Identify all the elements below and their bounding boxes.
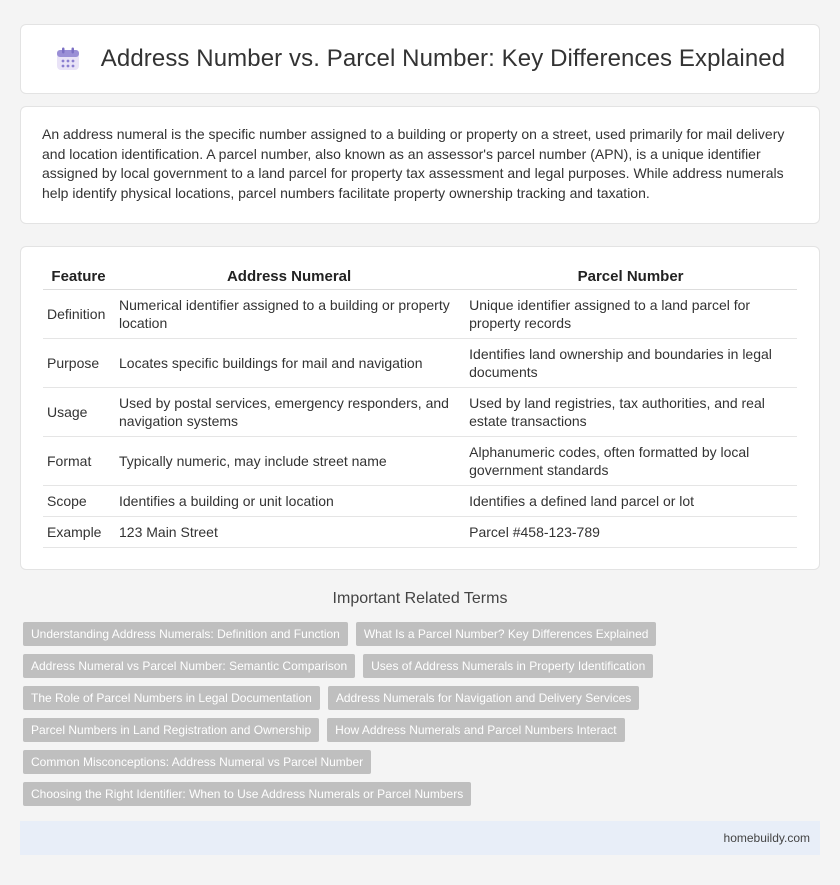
row-address-value: Identifies a building or unit location [114, 485, 464, 516]
table-row [43, 387, 797, 436]
row-parcel-value: Unique identifier assigned to a land parcel for property records [464, 289, 797, 338]
related-terms-list [23, 622, 813, 814]
table-row [43, 289, 797, 338]
row-feature: Usage [43, 387, 114, 436]
related-term-link[interactable]: Understanding Address Numerals: Definition and Function [23, 622, 348, 646]
table-row [43, 485, 797, 516]
row-address-value: 123 Main Street [114, 516, 464, 547]
related-term-link[interactable]: Address Numeral vs Parcel Number: Semantic Comparison [23, 654, 355, 678]
row-parcel-value: Identifies land ownership and boundaries in legal documents [464, 338, 797, 387]
row-feature: Example [43, 516, 114, 547]
related-term-link[interactable]: Uses of Address Numerals in Property Identification [363, 654, 653, 678]
comparison-card [20, 246, 820, 570]
row-feature: Scope [43, 485, 114, 516]
table-row [43, 516, 797, 547]
row-parcel-value: Alphanumeric codes, often formatted by local government standards [464, 436, 797, 485]
comparison-table [43, 265, 797, 548]
page-title: Address Number vs. Parcel Number: Key Differences Explained [100, 45, 786, 72]
page-header [20, 24, 820, 94]
page-footer [20, 821, 820, 855]
related-term-link[interactable]: Choosing the Right Identifier: When to Use Address Numerals or Parcel Numbers [23, 782, 471, 806]
table-header-row [43, 265, 797, 289]
row-address-value: Numerical identifier assigned to a building or property location [114, 289, 464, 338]
row-feature: Definition [43, 289, 114, 338]
row-address-value: Typically numeric, may include street name [114, 436, 464, 485]
row-feature: Format [43, 436, 114, 485]
row-address-value: Locates specific buildings for mail and navigation [114, 338, 464, 387]
related-term-link[interactable]: How Address Numerals and Parcel Numbers Interact [327, 718, 624, 742]
header-feature: Feature [43, 265, 114, 289]
row-parcel-value: Used by land registries, tax authorities, and real estate transactions [464, 387, 797, 436]
row-parcel-value: Parcel #458-123-789 [464, 516, 797, 547]
related-term-link[interactable]: Address Numerals for Navigation and Delivery Services [328, 686, 639, 710]
footer-site-link[interactable]: homebuildy.com [723, 831, 810, 845]
related-term-link[interactable]: Common Misconceptions: Address Numeral vs Parcel Number [23, 750, 371, 774]
row-parcel-value: Identifies a defined land parcel or lot [464, 485, 797, 516]
related-terms-title: Important Related Terms [332, 590, 508, 607]
intro-text: An address numeral is the specific number assigned to a building or property on a street, used primarily for mail delivery and location identification. A parcel number, also known as an assessor's parcel number (APN), is a unique identifier assigned by local government to a land parcel for property tax assessment and legal purposes. While address numerals help identify physical locations, parcel numbers facilitate property ownership tracking and taxation. [42, 126, 785, 201]
header-address-numeral: Address Numeral [114, 265, 464, 289]
related-term-link[interactable]: The Role of Parcel Numbers in Legal Documentation [23, 686, 320, 710]
table-row [43, 338, 797, 387]
related-term-link[interactable]: Parcel Numbers in Land Registration and Ownership [23, 718, 319, 742]
related-term-link[interactable]: What Is a Parcel Number? Key Differences Explained [356, 622, 657, 646]
intro-card [20, 106, 820, 224]
table-row [43, 436, 797, 485]
row-feature: Purpose [43, 338, 114, 387]
row-address-value: Used by postal services, emergency responders, and navigation systems [114, 387, 464, 436]
calendar-icon [55, 46, 81, 72]
header-parcel-number: Parcel Number [464, 265, 797, 289]
